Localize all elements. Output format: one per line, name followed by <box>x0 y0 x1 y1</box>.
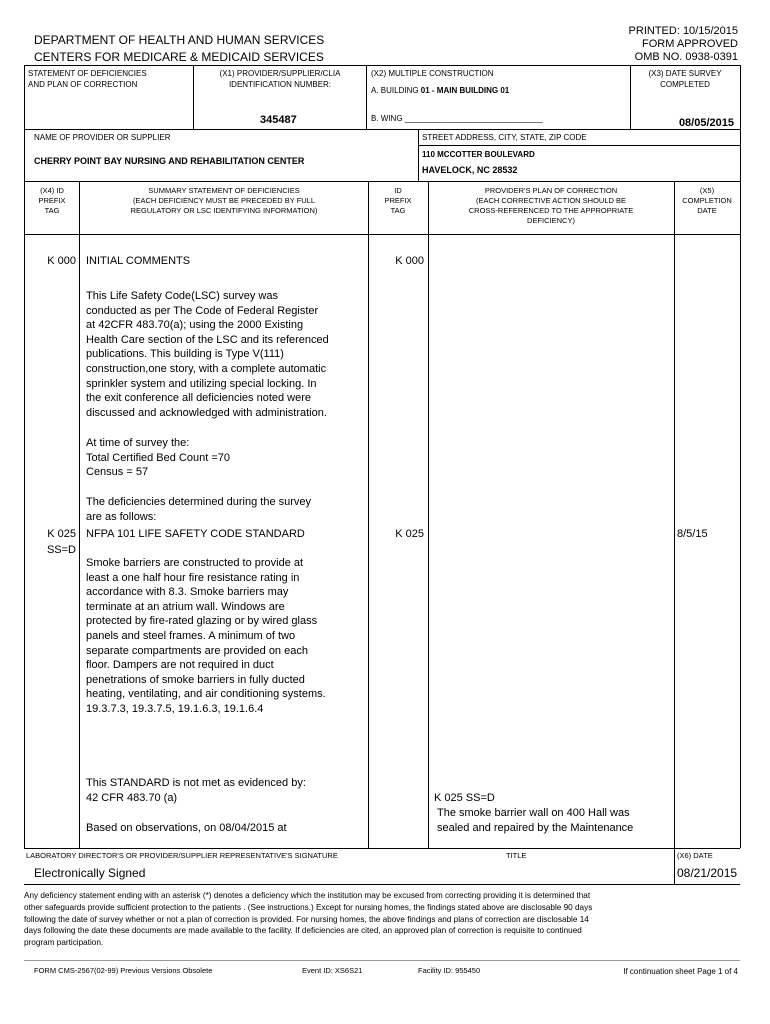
x1-label: (X1) PROVIDER/SUPPLIER/CLIA IDENTIFICATION NUMBER: <box>219 69 341 89</box>
deficiencies-intro: The deficiencies determined during the survey are as follows: <box>86 496 312 523</box>
col-x4-header: (X4) ID PREFIX TAG <box>38 186 66 215</box>
plan-tag: K 025 SS=D <box>434 792 495 804</box>
k025-id: K 025 <box>395 528 424 540</box>
x2-wing: B. WING _______________________________ <box>371 114 543 123</box>
form-number: FORM CMS-2567(02-99) Previous Versions Obsolete <box>34 966 213 975</box>
k025-title: NFPA 101 LIFE SAFETY CODE STANDARD <box>86 528 305 540</box>
k000-id: K 000 <box>395 255 424 267</box>
provider-name: CHERRY POINT BAY NURSING AND REHABILITATION CENTER <box>34 156 305 166</box>
provider-label: NAME OF PROVIDER OR SUPPLIER <box>34 133 171 142</box>
omb-number: OMB NO. 0938-0391 <box>634 51 738 63</box>
k000-tag: K 000 <box>47 255 76 267</box>
x3-label: (X3) DATE SURVEY COMPLETED <box>648 69 722 89</box>
page-indicator: If continuation sheet Page 1 of 4 <box>623 967 738 976</box>
plan-correction-text: The smoke barrier wall on 400 Hall was sealed and repaired by the Maintenance <box>437 807 634 834</box>
k025-completion-date: 8/5/15 <box>677 528 708 540</box>
k025-tag: K 025 <box>47 528 76 540</box>
centers-title: CENTERS FOR MEDICARE & MEDICAID SERVICES <box>34 50 324 64</box>
survey-census-paragraph: At time of survey the: Total Certified Bed Count =70 Census = 57 <box>86 437 231 479</box>
form-approved: FORM APPROVED <box>642 38 738 50</box>
address-line1: 110 MCCOTTER BOULEVARD <box>422 150 535 159</box>
k000-title: INITIAL COMMENTS <box>86 255 191 267</box>
col-x5-header: (X5) COMPLETION DATE <box>682 186 732 215</box>
col-summary-header: SUMMARY STATEMENT OF DEFICIENCIES (EACH DEFICIENCY MUST BE PRECEDED BY FULL REGULATORY OR LSC IDENTIFYING INFORMATION) <box>130 186 318 215</box>
observations-paragraph: Based on observations, on 08/04/2015 at <box>86 822 287 834</box>
x2-building-prefix: A. BUILDING <box>371 86 421 95</box>
signature-label: LABORATORY DIRECTOR'S OR PROVIDER/SUPPLIER REPRESENTATIVE'S SIGNATURE <box>26 851 338 860</box>
x2-building-value: 01 - MAIN BUILDING 01 <box>420 86 510 95</box>
standard-not-met-paragraph: This STANDARD is not met as evidenced by: 42 CFR 483.70 (a) <box>86 777 306 804</box>
statement-label: STATEMENT OF DEFICIENCIES AND PLAN OF CORRECTION <box>28 69 147 89</box>
signature-value: Electronically Signed <box>34 866 146 880</box>
department-title: DEPARTMENT OF HEALTH AND HUMAN SERVICES <box>34 33 325 47</box>
address-line2: HAVELOCK, NC 28532 <box>422 165 518 175</box>
disclosure-footnote: Any deficiency statement ending with an asterisk (*) denotes a deficiency which the institution may be excused from correcting providing it is determined that other safeguards provide sufficient protection to the patients . (See instructions.) Except for nursing homes, the findings stated above are disclosable 90 days following the date of survey whether or not a plan of correction is provided. For nursing homes, the above findings and plans of correction are disclosable 14 days following the date these documents are made available to the facility. If deficiencies are cited, an approved plan of correction is requisite to continued program participation. <box>24 891 593 948</box>
col-id-header: ID PREFIX TAG <box>384 186 412 215</box>
signature-date: 08/21/2015 <box>677 866 738 880</box>
x2-building <box>371 85 509 96</box>
x2-label: (X2) MULTIPLE CONSTRUCTION <box>371 69 494 78</box>
facility-id: Facility ID: 955450 <box>418 966 481 975</box>
x1-value: 345487 <box>260 114 297 126</box>
title-label: TITLE <box>506 851 527 860</box>
x6-date-label: (X6) DATE <box>677 851 713 860</box>
x3-value: 08/05/2015 <box>678 117 734 129</box>
event-id: Event ID: XS6S21 <box>302 966 363 975</box>
initial-comments-paragraph: This Life Safety Code(LSC) survey was conducted as per The Code of Federal Register at 42CFR 483.70(a); using the 2000 Existing Health Care section of the LSC and its referenced publications. This building is Type V(111) construction,one story, with a complete automatic sprinkler system and utilizing special locking. In the exit conference all deficiencies noted were discussed and acknowledged with administration. <box>86 290 329 419</box>
k025-severity: SS=D <box>46 544 76 556</box>
smoke-barrier-paragraph: Smoke barriers are constructed to provide at least a one half hour fire resistance rating in accordance with 8.3. Smoke barriers may terminate at an atrium wall. Windows are protected by fire-rated glazing or by wired glass panels and steel frames. A minimum of two separate compartments are provided on each floor. Dampers are not required in duct penetrations of smoke barriers in fully ducted heating, ventilating, and air conditioning systems. 19.3.7.3, 19.3.7.5, 19.1.6.3, 19.1.6.4 <box>86 557 326 715</box>
address-label: STREET ADDRESS, CITY, STATE, ZIP CODE <box>422 133 587 142</box>
col-plan-header: PROVIDER'S PLAN OF CORRECTION (EACH CORRECTIVE ACTION SHOULD BE CROSS-REFERENCED TO THE APPROPRIATE DEFICIENCY) <box>468 186 634 225</box>
printed-date: PRINTED: 10/15/2015 <box>628 25 738 37</box>
